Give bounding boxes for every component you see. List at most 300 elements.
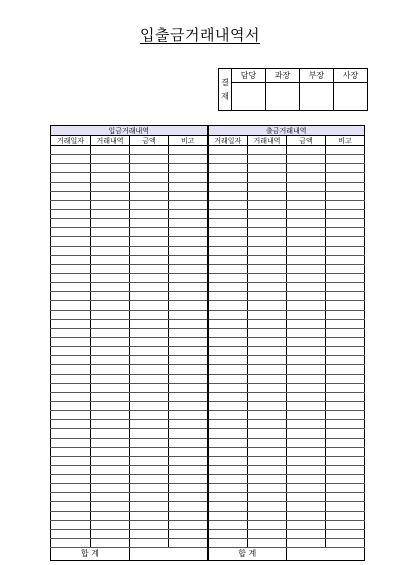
deposit-cell[interactable] [130, 237, 169, 246]
deposit-total-value[interactable] [130, 548, 208, 561]
deposit-cell[interactable] [91, 255, 130, 264]
deposit-cell[interactable] [130, 411, 169, 420]
deposit-cell[interactable] [169, 511, 208, 520]
deposit-cell[interactable] [91, 328, 130, 337]
withdrawal-cell[interactable] [208, 273, 248, 282]
withdrawal-cell[interactable] [326, 392, 365, 401]
deposit-cell[interactable] [51, 401, 91, 410]
deposit-cell[interactable] [169, 520, 208, 529]
withdrawal-cell[interactable] [287, 237, 326, 246]
approval-sign-dept-head[interactable] [300, 83, 334, 111]
deposit-cell[interactable] [51, 411, 91, 420]
withdrawal-cell[interactable] [287, 374, 326, 383]
withdrawal-cell[interactable] [326, 273, 365, 282]
deposit-cell[interactable] [169, 456, 208, 465]
deposit-cell[interactable] [51, 310, 91, 319]
withdrawal-cell[interactable] [208, 502, 248, 511]
deposit-cell[interactable] [91, 475, 130, 484]
deposit-cell[interactable] [130, 529, 169, 538]
deposit-cell[interactable] [130, 310, 169, 319]
deposit-cell[interactable] [130, 383, 169, 392]
withdrawal-cell[interactable] [248, 264, 287, 273]
withdrawal-cell[interactable] [287, 411, 326, 420]
withdrawal-cell[interactable] [208, 411, 248, 420]
withdrawal-cell[interactable] [326, 255, 365, 264]
deposit-cell[interactable] [51, 273, 91, 282]
deposit-cell[interactable] [91, 411, 130, 420]
deposit-cell[interactable] [169, 255, 208, 264]
withdrawal-cell[interactable] [248, 328, 287, 337]
deposit-cell[interactable] [51, 328, 91, 337]
deposit-cell[interactable] [169, 283, 208, 292]
deposit-cell[interactable] [51, 246, 91, 255]
deposit-cell[interactable] [51, 228, 91, 237]
deposit-cell[interactable] [130, 493, 169, 502]
withdrawal-cell[interactable] [326, 383, 365, 392]
deposit-cell[interactable] [51, 209, 91, 218]
withdrawal-cell[interactable] [287, 511, 326, 520]
withdrawal-cell[interactable] [287, 182, 326, 191]
withdrawal-cell[interactable] [248, 301, 287, 310]
deposit-cell[interactable] [91, 365, 130, 374]
deposit-cell[interactable] [169, 429, 208, 438]
withdrawal-cell[interactable] [248, 182, 287, 191]
withdrawal-cell[interactable] [287, 146, 326, 155]
withdrawal-cell[interactable] [208, 264, 248, 273]
withdrawal-cell[interactable] [208, 292, 248, 301]
deposit-cell[interactable] [51, 420, 91, 429]
withdrawal-cell[interactable] [248, 529, 287, 538]
withdrawal-cell[interactable] [208, 356, 248, 365]
withdrawal-cell[interactable] [208, 429, 248, 438]
withdrawal-cell[interactable] [208, 191, 248, 200]
deposit-cell[interactable] [130, 301, 169, 310]
withdrawal-cell[interactable] [208, 219, 248, 228]
withdrawal-cell[interactable] [326, 182, 365, 191]
withdrawal-cell[interactable] [326, 301, 365, 310]
deposit-cell[interactable] [169, 356, 208, 365]
deposit-cell[interactable] [51, 191, 91, 200]
withdrawal-cell[interactable] [208, 392, 248, 401]
deposit-cell[interactable] [91, 511, 130, 520]
deposit-cell[interactable] [130, 438, 169, 447]
withdrawal-cell[interactable] [208, 347, 248, 356]
withdrawal-cell[interactable] [248, 237, 287, 246]
deposit-cell[interactable] [130, 484, 169, 493]
deposit-cell[interactable] [51, 438, 91, 447]
deposit-cell[interactable] [169, 319, 208, 328]
withdrawal-cell[interactable] [287, 356, 326, 365]
deposit-cell[interactable] [51, 356, 91, 365]
withdrawal-cell[interactable] [248, 209, 287, 218]
deposit-cell[interactable] [51, 264, 91, 273]
deposit-cell[interactable] [130, 365, 169, 374]
deposit-cell[interactable] [169, 246, 208, 255]
deposit-cell[interactable] [130, 209, 169, 218]
withdrawal-cell[interactable] [248, 200, 287, 209]
deposit-cell[interactable] [91, 164, 130, 173]
deposit-cell[interactable] [169, 401, 208, 410]
deposit-cell[interactable] [91, 447, 130, 456]
withdrawal-cell[interactable] [287, 328, 326, 337]
deposit-cell[interactable] [91, 182, 130, 191]
deposit-cell[interactable] [91, 191, 130, 200]
withdrawal-total-value[interactable] [287, 548, 365, 561]
deposit-cell[interactable] [130, 356, 169, 365]
withdrawal-cell[interactable] [287, 310, 326, 319]
deposit-cell[interactable] [169, 164, 208, 173]
withdrawal-cell[interactable] [208, 539, 248, 548]
withdrawal-cell[interactable] [326, 310, 365, 319]
withdrawal-cell[interactable] [248, 273, 287, 282]
deposit-cell[interactable] [130, 511, 169, 520]
withdrawal-cell[interactable] [248, 365, 287, 374]
deposit-cell[interactable] [169, 447, 208, 456]
deposit-cell[interactable] [130, 219, 169, 228]
withdrawal-cell[interactable] [248, 484, 287, 493]
withdrawal-cell[interactable] [287, 465, 326, 474]
withdrawal-cell[interactable] [287, 493, 326, 502]
withdrawal-cell[interactable] [248, 411, 287, 420]
deposit-cell[interactable] [51, 493, 91, 502]
withdrawal-cell[interactable] [248, 319, 287, 328]
withdrawal-cell[interactable] [248, 429, 287, 438]
deposit-cell[interactable] [130, 347, 169, 356]
deposit-cell[interactable] [91, 173, 130, 182]
withdrawal-cell[interactable] [287, 319, 326, 328]
withdrawal-cell[interactable] [287, 173, 326, 182]
deposit-cell[interactable] [169, 465, 208, 474]
deposit-cell[interactable] [91, 219, 130, 228]
deposit-cell[interactable] [51, 155, 91, 164]
withdrawal-cell[interactable] [208, 374, 248, 383]
withdrawal-cell[interactable] [208, 283, 248, 292]
withdrawal-cell[interactable] [248, 347, 287, 356]
withdrawal-cell[interactable] [326, 420, 365, 429]
withdrawal-cell[interactable] [326, 319, 365, 328]
withdrawal-cell[interactable] [248, 511, 287, 520]
withdrawal-cell[interactable] [208, 529, 248, 538]
withdrawal-cell[interactable] [208, 209, 248, 218]
deposit-cell[interactable] [51, 347, 91, 356]
withdrawal-cell[interactable] [248, 539, 287, 548]
deposit-cell[interactable] [51, 365, 91, 374]
deposit-cell[interactable] [91, 392, 130, 401]
deposit-cell[interactable] [130, 502, 169, 511]
deposit-cell[interactable] [130, 228, 169, 237]
withdrawal-cell[interactable] [326, 401, 365, 410]
deposit-cell[interactable] [130, 182, 169, 191]
withdrawal-cell[interactable] [287, 383, 326, 392]
withdrawal-cell[interactable] [326, 493, 365, 502]
withdrawal-cell[interactable] [326, 246, 365, 255]
deposit-cell[interactable] [91, 146, 130, 155]
withdrawal-cell[interactable] [208, 246, 248, 255]
deposit-cell[interactable] [51, 337, 91, 346]
deposit-cell[interactable] [91, 292, 130, 301]
withdrawal-cell[interactable] [287, 520, 326, 529]
deposit-cell[interactable] [91, 465, 130, 474]
withdrawal-cell[interactable] [287, 292, 326, 301]
withdrawal-cell[interactable] [208, 310, 248, 319]
deposit-cell[interactable] [130, 447, 169, 456]
deposit-cell[interactable] [169, 383, 208, 392]
withdrawal-cell[interactable] [287, 438, 326, 447]
withdrawal-cell[interactable] [248, 502, 287, 511]
withdrawal-cell[interactable] [287, 255, 326, 264]
withdrawal-cell[interactable] [287, 191, 326, 200]
deposit-cell[interactable] [91, 319, 130, 328]
deposit-cell[interactable] [169, 273, 208, 282]
withdrawal-cell[interactable] [287, 447, 326, 456]
withdrawal-cell[interactable] [208, 420, 248, 429]
withdrawal-cell[interactable] [248, 420, 287, 429]
deposit-cell[interactable] [130, 392, 169, 401]
deposit-cell[interactable] [169, 155, 208, 164]
deposit-cell[interactable] [130, 200, 169, 209]
withdrawal-cell[interactable] [326, 283, 365, 292]
withdrawal-cell[interactable] [287, 420, 326, 429]
deposit-cell[interactable] [169, 328, 208, 337]
deposit-cell[interactable] [130, 539, 169, 548]
withdrawal-cell[interactable] [326, 484, 365, 493]
deposit-cell[interactable] [130, 283, 169, 292]
deposit-cell[interactable] [91, 301, 130, 310]
withdrawal-cell[interactable] [208, 164, 248, 173]
withdrawal-cell[interactable] [326, 237, 365, 246]
deposit-cell[interactable] [169, 173, 208, 182]
deposit-cell[interactable] [91, 429, 130, 438]
deposit-cell[interactable] [169, 237, 208, 246]
withdrawal-cell[interactable] [208, 456, 248, 465]
withdrawal-cell[interactable] [208, 146, 248, 155]
deposit-cell[interactable] [91, 347, 130, 356]
deposit-cell[interactable] [51, 429, 91, 438]
deposit-cell[interactable] [51, 319, 91, 328]
withdrawal-cell[interactable] [208, 228, 248, 237]
approval-sign-staff[interactable] [232, 83, 266, 111]
deposit-cell[interactable] [169, 264, 208, 273]
withdrawal-cell[interactable] [248, 255, 287, 264]
deposit-cell[interactable] [91, 484, 130, 493]
withdrawal-cell[interactable] [326, 429, 365, 438]
withdrawal-cell[interactable] [287, 200, 326, 209]
withdrawal-cell[interactable] [326, 465, 365, 474]
withdrawal-cell[interactable] [326, 155, 365, 164]
deposit-cell[interactable] [51, 283, 91, 292]
deposit-cell[interactable] [169, 493, 208, 502]
deposit-cell[interactable] [51, 301, 91, 310]
withdrawal-cell[interactable] [248, 383, 287, 392]
withdrawal-cell[interactable] [248, 191, 287, 200]
deposit-cell[interactable] [91, 539, 130, 548]
deposit-cell[interactable] [130, 273, 169, 282]
withdrawal-cell[interactable] [208, 401, 248, 410]
withdrawal-cell[interactable] [326, 447, 365, 456]
deposit-cell[interactable] [51, 219, 91, 228]
deposit-cell[interactable] [51, 539, 91, 548]
withdrawal-cell[interactable] [326, 264, 365, 273]
withdrawal-cell[interactable] [326, 292, 365, 301]
deposit-cell[interactable] [169, 209, 208, 218]
deposit-cell[interactable] [91, 155, 130, 164]
withdrawal-cell[interactable] [208, 200, 248, 209]
deposit-cell[interactable] [169, 365, 208, 374]
withdrawal-cell[interactable] [326, 511, 365, 520]
deposit-cell[interactable] [51, 484, 91, 493]
deposit-cell[interactable] [130, 337, 169, 346]
deposit-cell[interactable] [91, 356, 130, 365]
withdrawal-cell[interactable] [248, 228, 287, 237]
withdrawal-cell[interactable] [326, 438, 365, 447]
deposit-cell[interactable] [169, 374, 208, 383]
withdrawal-cell[interactable] [287, 539, 326, 548]
withdrawal-cell[interactable] [208, 475, 248, 484]
withdrawal-cell[interactable] [248, 401, 287, 410]
deposit-cell[interactable] [130, 146, 169, 155]
deposit-cell[interactable] [169, 392, 208, 401]
deposit-cell[interactable] [91, 420, 130, 429]
deposit-cell[interactable] [51, 374, 91, 383]
withdrawal-cell[interactable] [287, 365, 326, 374]
deposit-cell[interactable] [91, 209, 130, 218]
withdrawal-cell[interactable] [208, 447, 248, 456]
withdrawal-cell[interactable] [326, 228, 365, 237]
deposit-cell[interactable] [169, 146, 208, 155]
withdrawal-cell[interactable] [208, 301, 248, 310]
withdrawal-cell[interactable] [248, 456, 287, 465]
deposit-cell[interactable] [51, 465, 91, 474]
withdrawal-cell[interactable] [248, 337, 287, 346]
withdrawal-cell[interactable] [326, 365, 365, 374]
withdrawal-cell[interactable] [287, 228, 326, 237]
withdrawal-cell[interactable] [248, 146, 287, 155]
withdrawal-cell[interactable] [287, 484, 326, 493]
withdrawal-cell[interactable] [326, 219, 365, 228]
deposit-cell[interactable] [91, 273, 130, 282]
withdrawal-cell[interactable] [326, 191, 365, 200]
withdrawal-cell[interactable] [287, 155, 326, 164]
deposit-cell[interactable] [91, 502, 130, 511]
withdrawal-cell[interactable] [326, 475, 365, 484]
deposit-cell[interactable] [169, 219, 208, 228]
deposit-cell[interactable] [169, 337, 208, 346]
deposit-cell[interactable] [130, 456, 169, 465]
withdrawal-cell[interactable] [248, 292, 287, 301]
deposit-cell[interactable] [130, 465, 169, 474]
withdrawal-cell[interactable] [248, 520, 287, 529]
deposit-cell[interactable] [51, 182, 91, 191]
withdrawal-cell[interactable] [248, 493, 287, 502]
withdrawal-cell[interactable] [208, 155, 248, 164]
withdrawal-cell[interactable] [287, 246, 326, 255]
withdrawal-cell[interactable] [287, 401, 326, 410]
withdrawal-cell[interactable] [326, 374, 365, 383]
withdrawal-cell[interactable] [326, 164, 365, 173]
deposit-cell[interactable] [130, 255, 169, 264]
deposit-cell[interactable] [169, 301, 208, 310]
withdrawal-cell[interactable] [326, 337, 365, 346]
withdrawal-cell[interactable] [248, 310, 287, 319]
deposit-cell[interactable] [169, 228, 208, 237]
withdrawal-cell[interactable] [208, 319, 248, 328]
deposit-cell[interactable] [130, 164, 169, 173]
deposit-cell[interactable] [130, 319, 169, 328]
withdrawal-cell[interactable] [287, 301, 326, 310]
deposit-cell[interactable] [51, 392, 91, 401]
deposit-cell[interactable] [169, 502, 208, 511]
withdrawal-cell[interactable] [248, 465, 287, 474]
deposit-cell[interactable] [51, 502, 91, 511]
withdrawal-cell[interactable] [208, 383, 248, 392]
withdrawal-cell[interactable] [208, 255, 248, 264]
withdrawal-cell[interactable] [208, 182, 248, 191]
withdrawal-cell[interactable] [326, 356, 365, 365]
withdrawal-cell[interactable] [326, 456, 365, 465]
withdrawal-cell[interactable] [248, 447, 287, 456]
deposit-cell[interactable] [130, 429, 169, 438]
withdrawal-cell[interactable] [248, 219, 287, 228]
withdrawal-cell[interactable] [287, 347, 326, 356]
withdrawal-cell[interactable] [326, 209, 365, 218]
deposit-cell[interactable] [91, 520, 130, 529]
withdrawal-cell[interactable] [208, 493, 248, 502]
deposit-cell[interactable] [130, 191, 169, 200]
deposit-cell[interactable] [91, 337, 130, 346]
deposit-cell[interactable] [169, 475, 208, 484]
deposit-cell[interactable] [169, 529, 208, 538]
withdrawal-cell[interactable] [287, 502, 326, 511]
deposit-cell[interactable] [51, 529, 91, 538]
deposit-cell[interactable] [130, 374, 169, 383]
deposit-cell[interactable] [130, 328, 169, 337]
withdrawal-cell[interactable] [287, 529, 326, 538]
withdrawal-cell[interactable] [208, 511, 248, 520]
withdrawal-cell[interactable] [208, 365, 248, 374]
deposit-cell[interactable] [169, 347, 208, 356]
withdrawal-cell[interactable] [208, 465, 248, 474]
withdrawal-cell[interactable] [287, 264, 326, 273]
deposit-cell[interactable] [91, 401, 130, 410]
withdrawal-cell[interactable] [208, 237, 248, 246]
deposit-cell[interactable] [130, 246, 169, 255]
withdrawal-cell[interactable] [326, 146, 365, 155]
deposit-cell[interactable] [169, 411, 208, 420]
deposit-cell[interactable] [130, 264, 169, 273]
deposit-cell[interactable] [130, 520, 169, 529]
deposit-cell[interactable] [169, 191, 208, 200]
withdrawal-cell[interactable] [248, 374, 287, 383]
deposit-cell[interactable] [51, 200, 91, 209]
deposit-cell[interactable] [51, 456, 91, 465]
withdrawal-cell[interactable] [208, 328, 248, 337]
deposit-cell[interactable] [130, 173, 169, 182]
withdrawal-cell[interactable] [248, 438, 287, 447]
withdrawal-cell[interactable] [287, 337, 326, 346]
withdrawal-cell[interactable] [326, 411, 365, 420]
deposit-cell[interactable] [169, 438, 208, 447]
deposit-cell[interactable] [130, 155, 169, 164]
withdrawal-cell[interactable] [287, 392, 326, 401]
deposit-cell[interactable] [169, 182, 208, 191]
deposit-cell[interactable] [51, 511, 91, 520]
deposit-cell[interactable] [130, 292, 169, 301]
withdrawal-cell[interactable] [248, 246, 287, 255]
withdrawal-cell[interactable] [208, 337, 248, 346]
withdrawal-cell[interactable] [326, 347, 365, 356]
withdrawal-cell[interactable] [326, 520, 365, 529]
withdrawal-cell[interactable] [326, 173, 365, 182]
